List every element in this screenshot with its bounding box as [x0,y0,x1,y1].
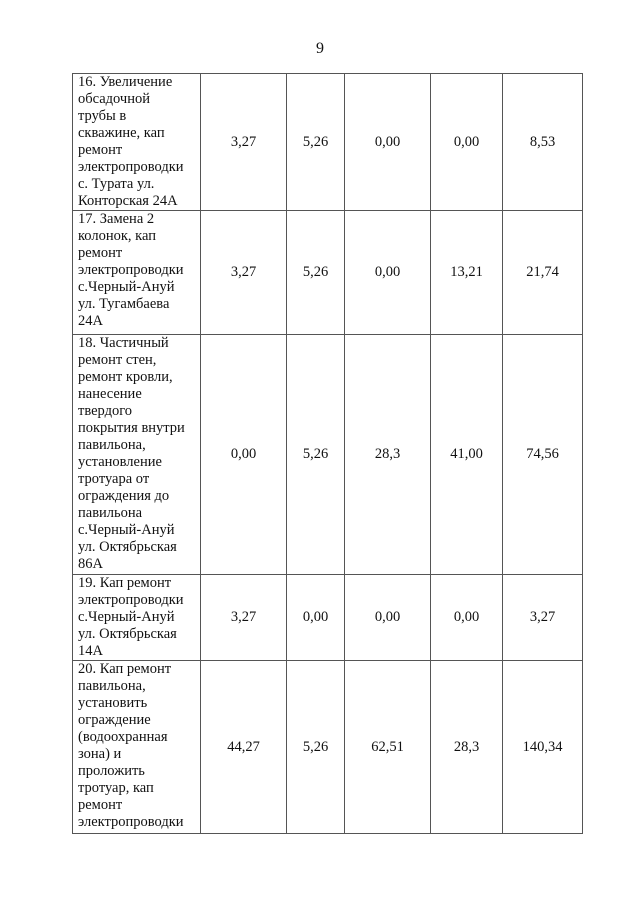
total-cell: 21,74 [503,211,583,335]
table-row [73,575,583,661]
value-cell: 28,3 [345,335,431,575]
value-cell: 0,00 [201,335,287,575]
total-cell: 74,56 [503,335,583,575]
total-cell: 140,34 [503,661,583,834]
row-description: 16. Увеличение обсадочной трубы в скважине, кап ремонт электропроводки с. Турата ул. Конторская 24А [73,74,201,211]
value-cell: 5,26 [287,74,345,211]
value-cell: 13,21 [431,211,503,335]
row-description: 20. Кап ремонт павильона, установить ограждение (водоохранная зона) и проложить тротуар, кап ремонт электропроводки [73,661,201,834]
value-cell: 3,27 [201,74,287,211]
table-row [73,335,583,575]
value-cell: 5,26 [287,211,345,335]
value-cell: 0,00 [431,575,503,661]
value-cell: 28,3 [431,661,503,834]
value-cell: 3,27 [201,211,287,335]
row-description: 17. Замена 2 колонок, кап ремонт электропроводки с.Черный-Ануй ул. Тугамбаева 24А [73,211,201,335]
value-cell: 0,00 [345,74,431,211]
value-cell: 0,00 [287,575,345,661]
works-table [72,73,583,834]
table-row [73,211,583,335]
row-description: 18. Частичный ремонт стен, ремонт кровли, нанесение твердого покрытия внутри павильона, установление тротуара от ограждения до павильона с.Черный-Ануй ул. Октябрьская 86А [73,335,201,575]
row-description: 19. Кап ремонт электропроводки с.Черный-Ануй ул. Октябрьская 14А [73,575,201,661]
value-cell: 44,27 [201,661,287,834]
page-number: 9 [316,40,324,57]
total-cell: 3,27 [503,575,583,661]
value-cell: 3,27 [201,575,287,661]
value-cell: 5,26 [287,661,345,834]
table-row [73,74,583,211]
table-row [73,661,583,834]
value-cell: 62,51 [345,661,431,834]
value-cell: 0,00 [431,74,503,211]
total-cell: 8,53 [503,74,583,211]
value-cell: 41,00 [431,335,503,575]
value-cell: 0,00 [345,211,431,335]
value-cell: 5,26 [287,335,345,575]
value-cell: 0,00 [345,575,431,661]
